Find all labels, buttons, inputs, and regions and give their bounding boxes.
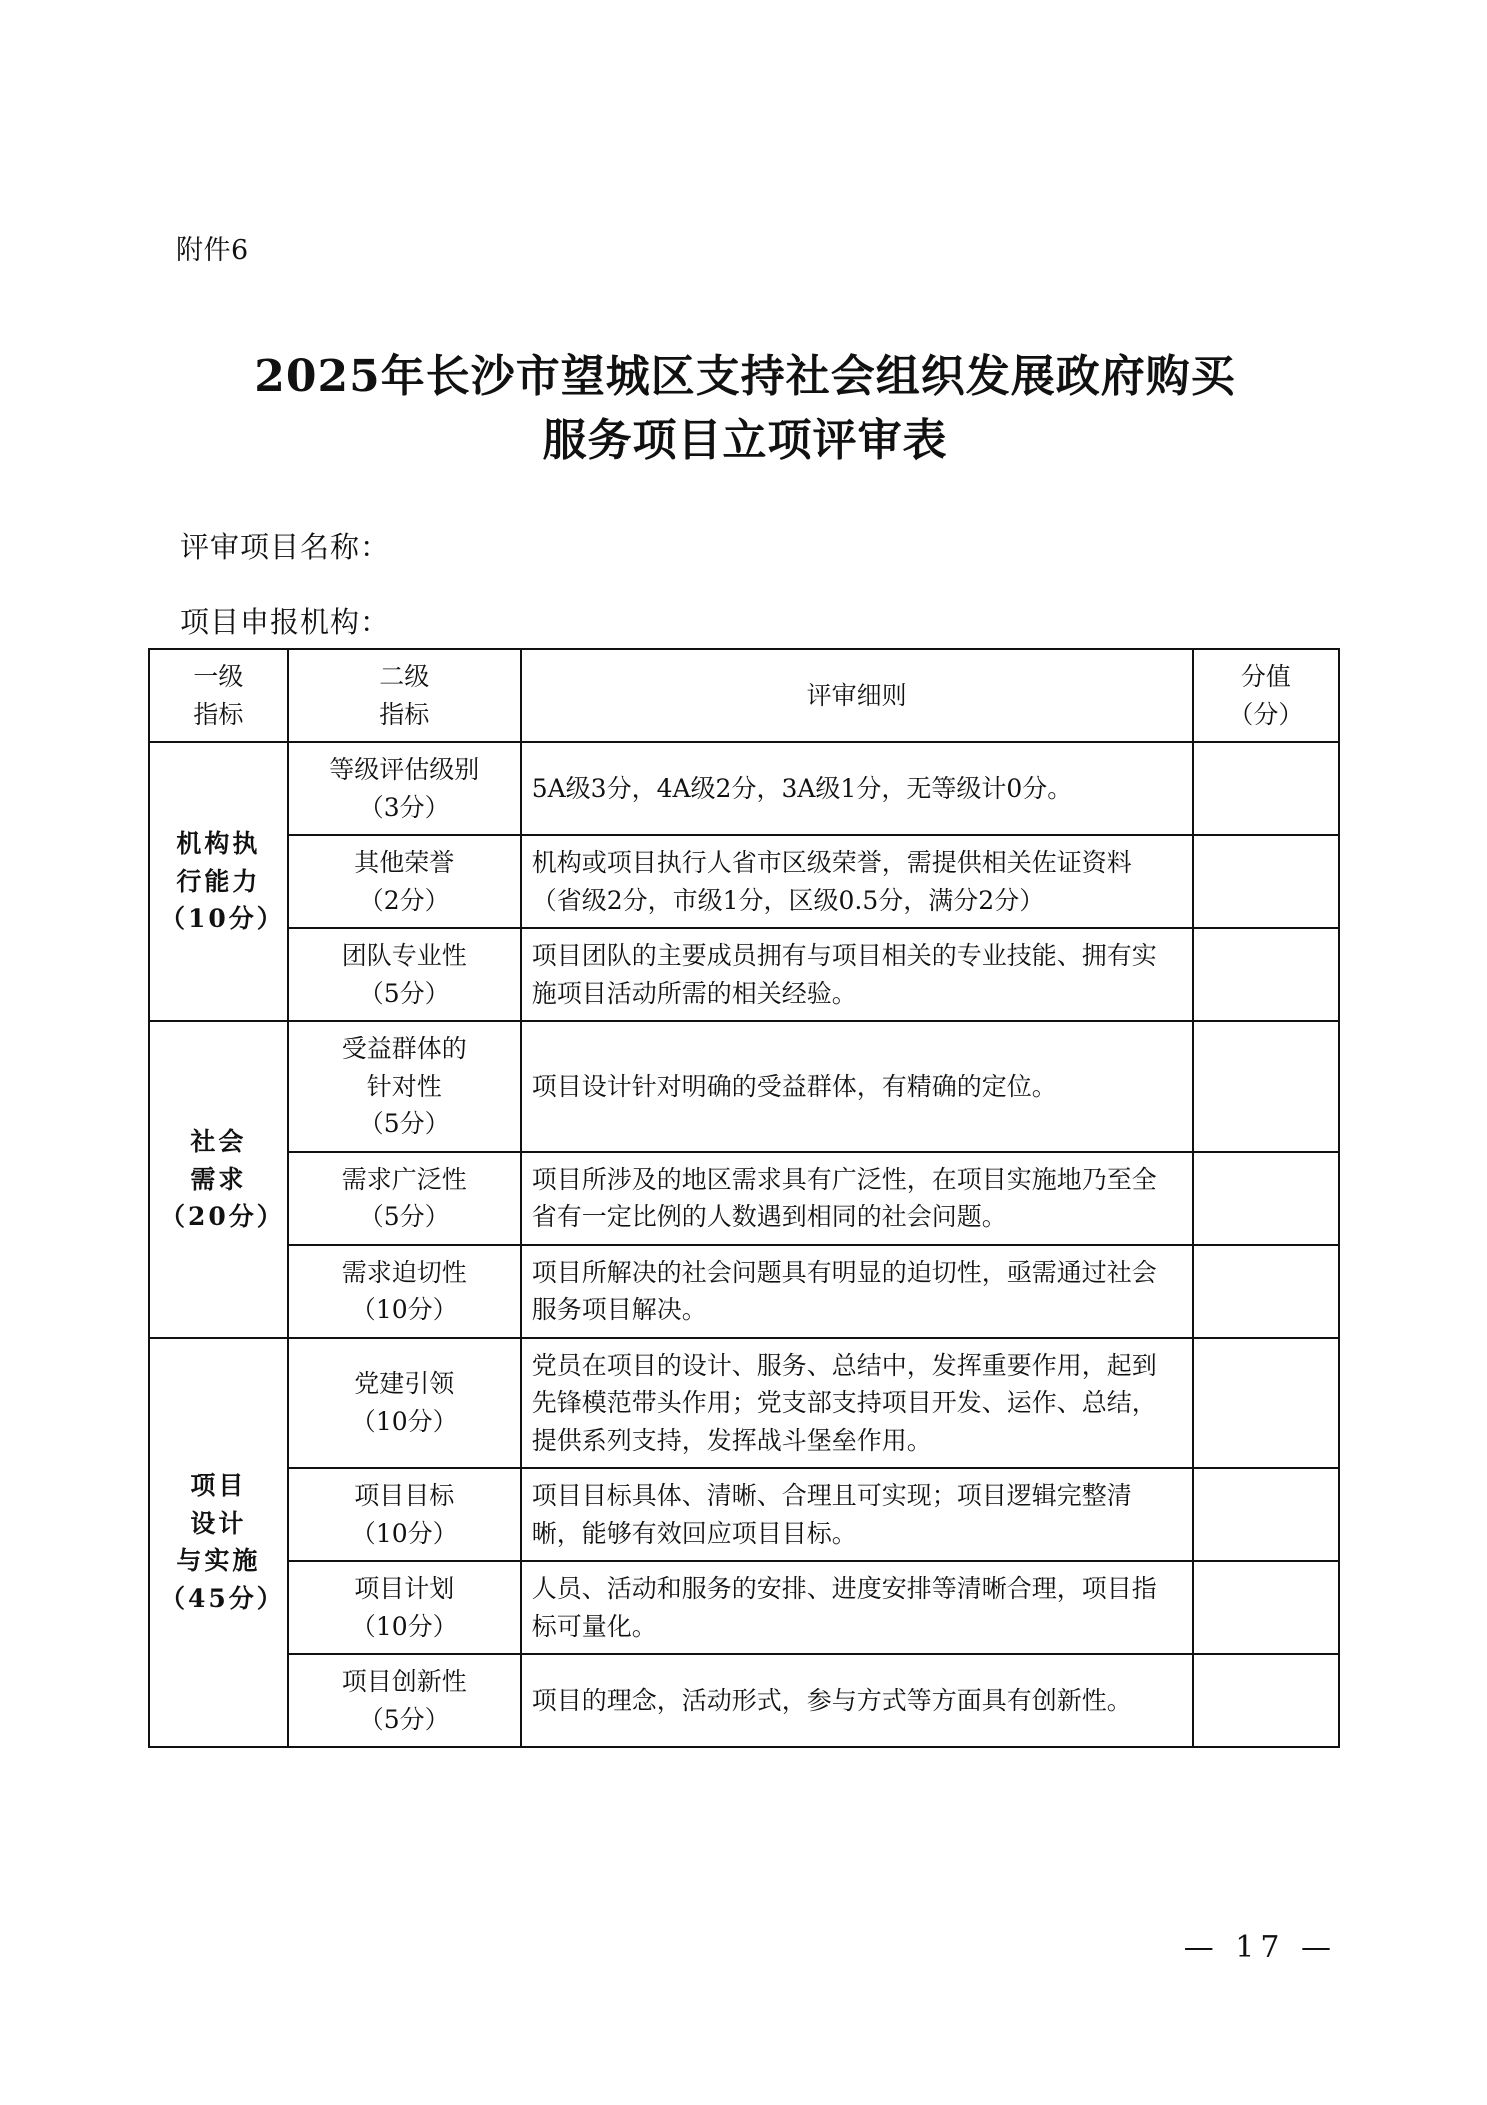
level2-line: 项目创新性 [341, 1667, 467, 1696]
level1-cell-2 [149, 1338, 288, 1748]
level1-line: （20分） [160, 1202, 285, 1231]
score-cell[interactable] [1193, 1654, 1339, 1747]
page-number: — 17 — [1183, 1930, 1337, 1965]
level2-cell [288, 1338, 521, 1469]
level2-line: 针对性 [366, 1071, 442, 1101]
level2-line: 党建引领 [354, 1369, 455, 1399]
table-row [149, 1561, 1339, 1654]
level1-line: 行能力 [176, 866, 261, 896]
level1-line: （45分） [160, 1583, 285, 1613]
level2-line: （10分） [350, 1611, 458, 1641]
level2-line: （10分） [350, 1518, 458, 1548]
header-score-line-2: （分） [1228, 699, 1304, 729]
level2-line: （5分） [358, 1109, 450, 1138]
page-title-line-2: 服务项目立项评审表 [542, 414, 948, 466]
level2-cell [288, 1245, 521, 1338]
table-header-row [149, 649, 1339, 742]
level1-cell-1 [149, 1021, 288, 1338]
level2-line: 项目计划 [354, 1574, 455, 1603]
level2-cell [288, 1468, 521, 1561]
level2-cell [288, 1021, 521, 1152]
detail-cell: 项目的理念，活动形式，参与方式等方面具有创新性。 [521, 1654, 1193, 1747]
level1-line: 与实施 [176, 1546, 261, 1576]
review-table [148, 648, 1340, 1748]
header-level1-line-2: 指标 [193, 699, 244, 729]
level1-line: 机构执 [176, 829, 261, 859]
level1-line: 设计 [190, 1508, 247, 1538]
level2-line: （3分） [358, 792, 450, 822]
detail-cell: 项目所涉及的地区需求具有广泛性，在项目实施地乃至全省有一定比例的人数遇到相同的社会问题。 [521, 1152, 1193, 1245]
level2-line: 受益群体的 [341, 1034, 467, 1063]
field-project-name: 评审项目名称： [180, 530, 391, 564]
level1-line: 项目 [190, 1471, 247, 1501]
score-cell[interactable] [1193, 1245, 1339, 1338]
score-cell[interactable] [1193, 1021, 1339, 1152]
header-score-line-1: 分值 [1240, 662, 1291, 691]
score-cell[interactable] [1193, 1338, 1339, 1469]
level2-cell [288, 1152, 521, 1245]
header-level1 [149, 649, 288, 742]
level2-line: 项目目标 [354, 1481, 455, 1510]
score-cell[interactable] [1193, 1152, 1339, 1245]
header-detail: 评审细则 [521, 649, 1193, 742]
level2-line: （5分） [358, 1704, 450, 1734]
level2-cell [288, 835, 521, 928]
level2-line: 需求广泛性 [341, 1164, 467, 1194]
detail-cell: 项目目标具体、清晰、合理且可实现；项目逻辑完整清晰，能够有效回应项目目标。 [521, 1468, 1193, 1561]
header-score [1193, 649, 1339, 742]
detail-cell: 5A级3分，4A级2分，3A级1分，无等级计0分。 [521, 742, 1193, 835]
detail-cell: 机构或项目执行人省市区级荣誉，需提供相关佐证资料（省级2分，市级1分，区级0.5分，满分2分） [521, 835, 1193, 928]
table-row [149, 1338, 1339, 1469]
table-row [149, 1021, 1339, 1152]
page-title-line-1: 2025年长沙市望城区支持社会组织发展政府购买 [254, 351, 1236, 402]
level2-line: 等级评估级别 [329, 755, 480, 784]
header-level2 [288, 649, 521, 742]
score-cell[interactable] [1193, 928, 1339, 1021]
detail-cell: 党员在项目的设计、服务、总结中，发挥重要作用，起到先锋模范带头作用；党支部支持项目开发、运作、总结，提供系列支持，发挥战斗堡垒作用。 [521, 1338, 1193, 1469]
level1-line: 需求 [190, 1164, 247, 1194]
field-org-name: 项目申报机构： [180, 605, 391, 639]
level2-line: 需求迫切性 [341, 1257, 467, 1287]
level2-line: （5分） [358, 978, 450, 1008]
table-row [149, 835, 1339, 928]
level2-cell [288, 928, 521, 1021]
level2-cell [288, 1654, 521, 1747]
table-row [149, 1245, 1339, 1338]
detail-cell: 项目设计针对明确的受益群体，有精确的定位。 [521, 1021, 1193, 1152]
level1-line: 社会 [190, 1127, 247, 1156]
score-cell[interactable] [1193, 835, 1339, 928]
header-level1-line-1: 一级 [193, 662, 244, 691]
level2-line: （2分） [358, 885, 450, 915]
score-cell[interactable] [1193, 1561, 1339, 1654]
level2-line: 团队专业性 [341, 941, 467, 970]
header-level2-line-2: 指标 [379, 699, 430, 729]
level2-cell [288, 1561, 521, 1654]
detail-cell: 项目所解决的社会问题具有明显的迫切性，亟需通过社会服务项目解决。 [521, 1245, 1193, 1338]
page-title [150, 345, 1340, 473]
score-cell[interactable] [1193, 742, 1339, 835]
level2-line: （10分） [350, 1295, 458, 1324]
level2-cell [288, 742, 521, 835]
level1-line: （10分） [160, 904, 285, 934]
table-row [149, 1654, 1339, 1747]
level2-line: （5分） [358, 1202, 450, 1231]
detail-cell: 项目团队的主要成员拥有与项目相关的专业技能、拥有实施项目活动所需的相关经验。 [521, 928, 1193, 1021]
level2-line: 其他荣誉 [354, 848, 455, 877]
attachment-label: 附件6 [176, 235, 249, 266]
table-row [149, 928, 1339, 1021]
table-row [149, 1152, 1339, 1245]
header-level2-line-1: 二级 [379, 662, 430, 691]
score-cell[interactable] [1193, 1468, 1339, 1561]
table-row [149, 1468, 1339, 1561]
level1-cell-0 [149, 742, 288, 1021]
detail-cell: 人员、活动和服务的安排、进度安排等清晰合理，项目指标可量化。 [521, 1561, 1193, 1654]
table-row [149, 742, 1339, 835]
level2-line: （10分） [350, 1406, 458, 1436]
